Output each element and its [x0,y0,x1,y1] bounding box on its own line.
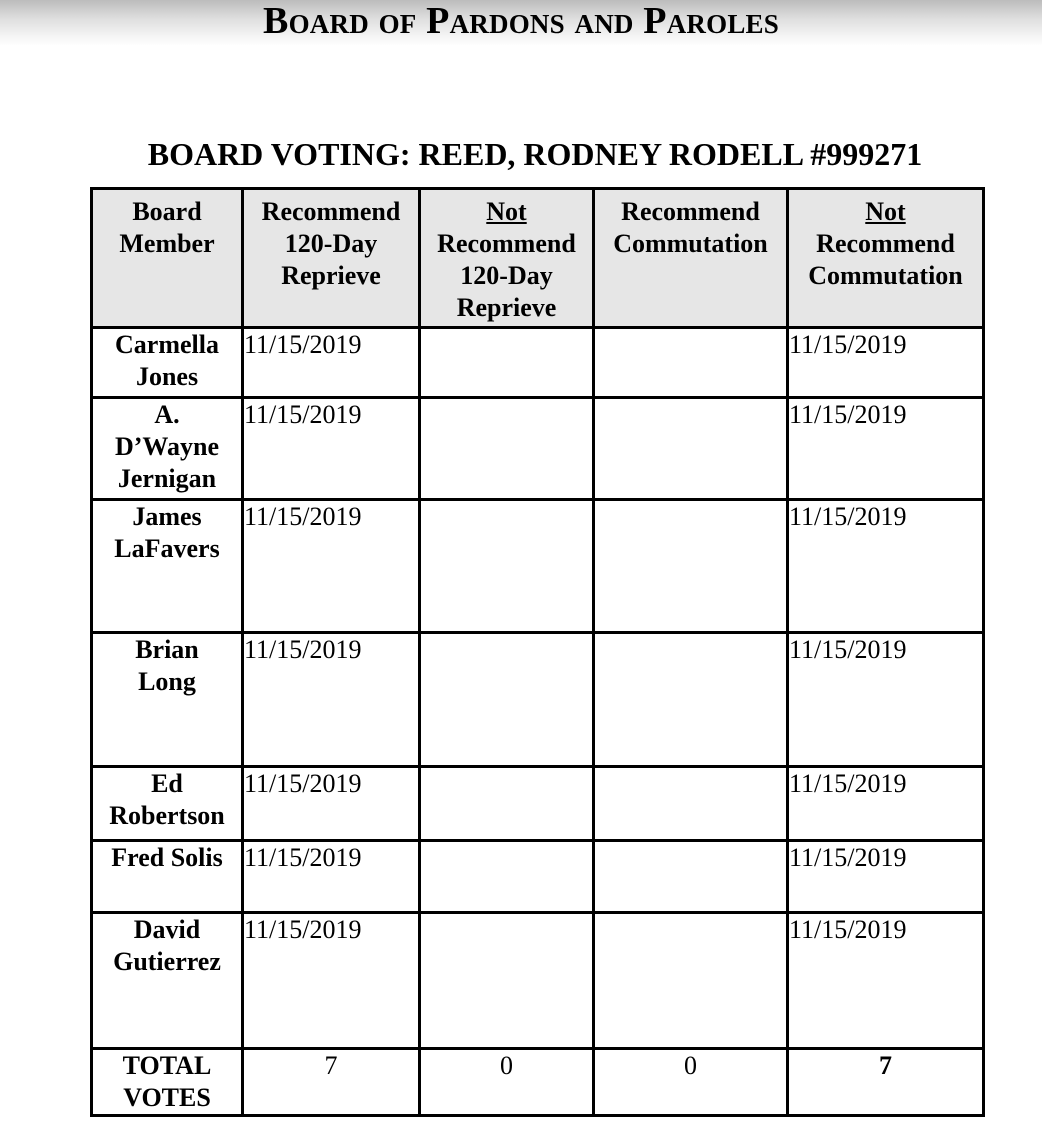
page-header-title: Board of Pardons and Paroles [263,0,779,42]
header-text: Reprieve [281,261,381,290]
total-recommend-commutation: 0 [594,1049,788,1116]
header-text-underlined: Not [486,197,527,226]
document-title: BOARD VOTING: REED, RODNEY RODELL #999271 [147,136,923,172]
board-member-name [92,500,243,633]
totals-row [92,1049,984,1116]
total-not-recommend-reprieve: 0 [420,1049,594,1116]
header-text-underlined: Not [865,197,906,226]
header-text: 120-Day [284,229,378,258]
member-name-line: David [133,915,201,944]
header-not-recommend-commutation [788,189,984,328]
not-recommend-reprieve-cell [420,841,594,913]
header-text: Recommend [621,197,760,226]
member-name-line: LaFavers [114,534,220,563]
member-name-line: A. [154,400,180,429]
member-name-line: Fred Solis [111,843,223,872]
not-recommend-commutation-cell: 11/15/2019 [788,500,984,633]
member-name-line: Robertson [109,801,225,830]
recommend-commutation-cell [594,633,788,767]
header-text: Member [119,229,215,258]
table-row [92,500,984,633]
recommend-reprieve-cell: 11/15/2019 [243,767,420,841]
header-text: Commutation [808,261,963,290]
table-row [92,767,984,841]
not-recommend-reprieve-cell [420,913,594,1049]
header-text: Recommend [437,229,576,258]
page-header [0,0,1042,46]
not-recommend-commutation-cell: 11/15/2019 [788,913,984,1049]
member-name-line: D’Wayne [115,432,219,461]
member-name-line: Long [138,667,196,696]
member-name-line: Jernigan [117,464,217,493]
recommend-commutation-cell [594,328,788,398]
header-text: Board [132,197,202,226]
not-recommend-commutation-cell: 11/15/2019 [788,328,984,398]
total-label-line: TOTAL [122,1051,212,1080]
member-name-line: Ed [151,769,183,798]
recommend-reprieve-cell: 11/15/2019 [243,500,420,633]
total-not-recommend-commutation: 7 [788,1049,984,1116]
header-recommend-commutation [594,189,788,328]
header-text: Recommend [261,197,401,226]
not-recommend-commutation-cell: 11/15/2019 [788,841,984,913]
board-member-name [92,633,243,767]
recommend-reprieve-cell: 11/15/2019 [243,841,420,913]
board-member-name [92,398,243,500]
header-recommend-reprieve [243,189,420,328]
not-recommend-commutation-cell: 11/15/2019 [788,633,984,767]
recommend-commutation-cell [594,500,788,633]
header-text: Recommend [816,229,955,258]
recommend-reprieve-cell: 11/15/2019 [243,328,420,398]
not-recommend-commutation-cell: 11/15/2019 [788,767,984,841]
header-text: 120-Day [460,261,553,290]
board-member-name [92,328,243,398]
total-recommend-reprieve: 7 [243,1049,420,1116]
member-name-line: Gutierrez [113,947,221,976]
not-recommend-reprieve-cell [420,767,594,841]
recommend-commutation-cell [594,913,788,1049]
not-recommend-commutation-cell: 11/15/2019 [788,398,984,500]
recommend-commutation-cell [594,767,788,841]
board-member-name [92,767,243,841]
table-row [92,633,984,767]
table-row [92,328,984,398]
header-board-member [92,189,243,328]
member-name-line: Brian [135,635,199,664]
not-recommend-reprieve-cell [420,633,594,767]
table-row [92,398,984,500]
total-votes-label [92,1049,243,1116]
header-text: Reprieve [456,293,557,322]
header-row [92,189,984,328]
member-name-line: Carmella [115,330,219,359]
not-recommend-reprieve-cell [420,328,594,398]
recommend-commutation-cell [594,841,788,913]
member-name-line: Jones [135,362,199,391]
board-member-name [92,913,243,1049]
header-text: Commutation [613,229,768,258]
board-member-name [92,841,243,913]
recommend-commutation-cell [594,398,788,500]
not-recommend-reprieve-cell [420,398,594,500]
recommend-reprieve-cell: 11/15/2019 [243,398,420,500]
recommend-reprieve-cell: 11/15/2019 [243,913,420,1049]
header-not-recommend-reprieve [420,189,594,328]
recommend-reprieve-cell: 11/15/2019 [243,633,420,767]
table-row [92,913,984,1049]
not-recommend-reprieve-cell [420,500,594,633]
total-label-line: VOTES [123,1083,211,1112]
member-name-line: James [132,502,202,531]
voting-table [90,187,985,1117]
table-row [92,841,984,913]
